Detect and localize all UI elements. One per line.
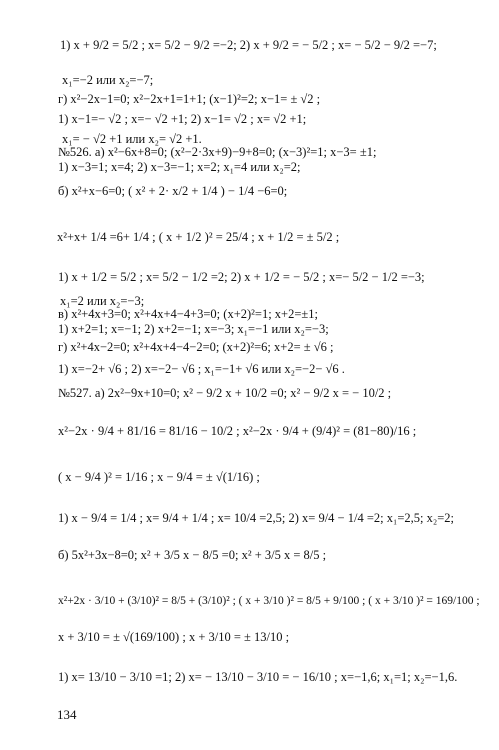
text-line: 1) x= 13/10 − 3/10 =1; 2) x= − 13/10 − 3/10 = − 16/10 ; x=−1,6; x₁=1; x₂=−1,6.	[58, 670, 458, 684]
text-line: г) x²−2x−1=0; x²−2x+1=1+1; (x−1)²=2; x−1= ± √2 ;	[58, 92, 321, 106]
text-line: x₁=2 или x₂=−3;	[60, 294, 145, 308]
text-line: 1) x + 1/2 = 5/2 ; x= 5/2 − 1/2 =2; 2) x + 1/2 = − 5/2 ; x=− 5/2 − 1/2 =−3;	[58, 270, 425, 284]
page-number: 134	[57, 707, 77, 722]
text-line: x²+x+ 1/4 =6+ 1/4 ; ( x + 1/2 )² = 25/4 ; x + 1/2 = ± 5/2 ;	[57, 230, 340, 244]
text-line: ( x − 9/4 )² = 1/16 ; x − 9/4 = ± √(1/16) ;	[58, 470, 260, 484]
text-line: x + 3/10 = ± √(169/100) ; x + 3/10 = ± 13/10 ;	[58, 630, 290, 644]
text-line: 1) x+2=1; x=−1; 2) x+2=−1; x=−3; x₁=−1 или x₂=−3;	[58, 322, 329, 336]
text-line: x₁=−2 или x₂=−7;	[62, 73, 154, 87]
text-line: x²+2x · 3/10 + (3/10)² = 8/5 + (3/10)² ; ( x + 3/10 )² = 8/5 + 9/100 ; ( x + 3/10 )² = 169/100 ;	[58, 595, 480, 607]
text-line: x²−2x · 9/4 + 81/16 = 81/16 − 10/2 ; x²−2x · 9/4 + (9/4)² = (81−80)/16 ;	[58, 424, 417, 438]
text-line: x₁= − √2 +1 или x₂= √2 +1.	[62, 132, 202, 146]
text-line: 1) x−3=1; x=4; 2) x−3=−1; x=2; x₁=4 или x₂=2;	[58, 160, 301, 174]
text-line: 1) x − 9/4 = 1/4 ; x= 9/4 + 1/4 ; x= 10/4 =2,5; 2) x= 9/4 − 1/4 =2; x₁=2,5; x₂=2;	[58, 511, 454, 525]
text-line: б) 5x²+3x−8=0; x² + 3/5 x − 8/5 =0; x² + 3/5 x = 8/5 ;	[58, 548, 327, 562]
text-line: №527. а) 2x²−9x+10=0; x² − 9/2 x + 10/2 =0; x² − 9/2 x = − 10/2 ;	[58, 386, 392, 400]
text-line: 1) x=−2+ √6 ; 2) x=−2− √6 ; x₁=−1+ √6 или x₂=−2− √6 .	[58, 362, 345, 376]
text-line: в) x²+4x+3=0; x²+4x+4−4+3=0; (x+2)²=1; x+2=±1;	[58, 307, 318, 321]
text-line: б) x²+x−6=0; ( x² + 2· x/2 + 1/4 ) − 1/4 −6=0;	[58, 184, 288, 198]
text-line: №526. а) x²−6x+8=0; (x²−2·3x+9)−9+8=0; (x−3)²=1; x−3= ±1;	[58, 145, 377, 159]
text-line: 1) x−1=− √2 ; x=− √2 +1; 2) x−1= √2 ; x= √2 +1;	[58, 112, 307, 126]
text-line: 1) x + 9/2 = 5/2 ; x= 5/2 − 9/2 =−2; 2) x + 9/2 = − 5/2 ; x= − 5/2 − 9/2 =−7;	[60, 38, 437, 52]
text-line: г) x²+4x−2=0; x²+4x+4−4−2=0; (x+2)²=6; x+2= ± √6 ;	[58, 340, 334, 354]
